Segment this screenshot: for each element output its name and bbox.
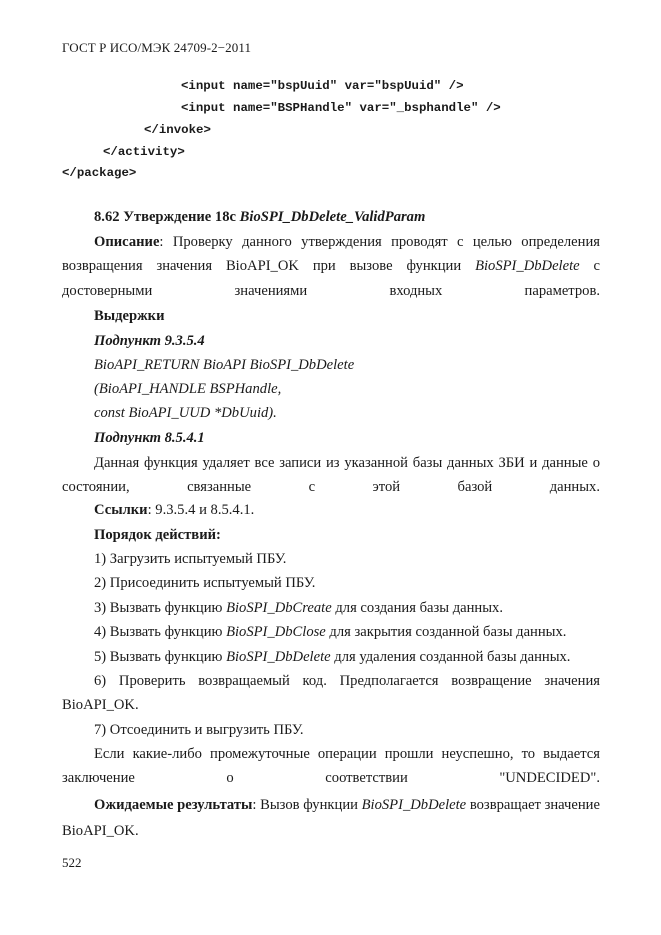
description-function: BioSPI_DbDelete xyxy=(475,258,580,275)
excerpt-paragraph: Данная функция удаляет все записи из указанной базы данных ЗБИ и данные о состоянии, связанные с этой базой данных. xyxy=(62,455,600,496)
description-paragraph xyxy=(62,230,600,303)
signature-line-3: const BioAPI_UUD *DbUuid). xyxy=(94,405,277,421)
description-text-2: с достоверными значениями входных параметров. xyxy=(62,258,600,299)
code-line-input-bspuuid: <input name="bspUuid" var="bspUuid" /> xyxy=(181,79,464,93)
references-label: Ссылки xyxy=(94,502,148,518)
code-line-package-close: </package> xyxy=(62,166,137,180)
step-3-text-a: 3) Вызвать функцию xyxy=(94,600,227,616)
procedure-step-5 xyxy=(94,648,570,666)
procedure-step-7: 7) Отсоединить и выгрузить ПБУ. xyxy=(94,722,304,738)
references-text: : 9.3.5.4 и 8.5.4.1. xyxy=(147,502,255,518)
step-5-function: BioSPI_DbDelete xyxy=(226,649,331,665)
procedure-step-6: 6) Проверить возвращаемый код. Предполагается возвращение значения BioAPI_OK. xyxy=(62,673,600,714)
code-line-invoke-close: </invoke> xyxy=(144,123,211,137)
step-3-text-b: для создания базы данных. xyxy=(331,600,503,616)
page-number: 522 xyxy=(62,855,82,870)
expected-text-2: возвращает значение BioAPI_OK. xyxy=(62,797,600,839)
step-4-function: BioSPI_DbClose xyxy=(226,624,326,640)
excerpts-heading: Выдержки xyxy=(94,308,165,324)
standard-header: ГОСТ Р ИСО/МЭК 24709-2−2011 xyxy=(62,40,252,55)
excerpt-subclause-2: Подпункт 8.5.4.1 xyxy=(94,430,205,446)
excerpt-subclause-1: Подпункт 9.3.5.4 xyxy=(94,333,205,349)
procedure-note: Если какие-либо промежуточные операции прошли неуспешно, то выдается заключение о соответствии "UNDECIDED". xyxy=(62,746,600,787)
procedure-step-3 xyxy=(94,599,503,617)
section-number: 8.62 Утверждение 18с xyxy=(94,209,240,225)
section-heading xyxy=(94,208,425,226)
section-name: BioSPI_DbDelete_ValidParam xyxy=(239,209,426,225)
expected-function: BioSPI_DbDelete xyxy=(361,797,467,813)
expected-text-1: : Вызов функции xyxy=(252,797,362,813)
procedure-step-4 xyxy=(94,623,566,641)
description-text-1: : Проверку данного утверждения проводят с целью определения возвращения значения BioAPI_OK при вызове функции xyxy=(62,234,600,275)
signature-line-2: (BioAPI_HANDLE BSPHandle, xyxy=(94,381,282,397)
code-line-input-bsphandle: <input name="BSPHandle" var="_bsphandle" /> xyxy=(181,101,501,115)
procedure-step-2: 2) Присоединить испытуемый ПБУ. xyxy=(94,575,316,591)
procedure-heading: Порядок действий: xyxy=(94,527,221,543)
step-5-text-a: 5) Вызвать функцию xyxy=(94,649,227,665)
step-3-function: BioSPI_DbCreate xyxy=(226,600,332,616)
code-line-activity-close: </activity> xyxy=(103,145,185,159)
description-label: Описание xyxy=(94,234,160,250)
procedure-step-1: 1) Загрузить испытуемый ПБУ. xyxy=(94,551,287,567)
expected-results-label: Ожидаемые результаты xyxy=(94,797,253,813)
step-4-text-b: для закрытия созданной базы данных. xyxy=(325,624,567,640)
references-line xyxy=(94,501,254,519)
signature-line-1: BioAPI_RETURN BioAPI BioSPI_DbDelete xyxy=(94,357,355,373)
step-4-text-a: 4) Вызвать функцию xyxy=(94,624,227,640)
step-5-text-b: для удаления созданной базы данных. xyxy=(330,649,571,665)
expected-results-paragraph xyxy=(62,792,600,844)
